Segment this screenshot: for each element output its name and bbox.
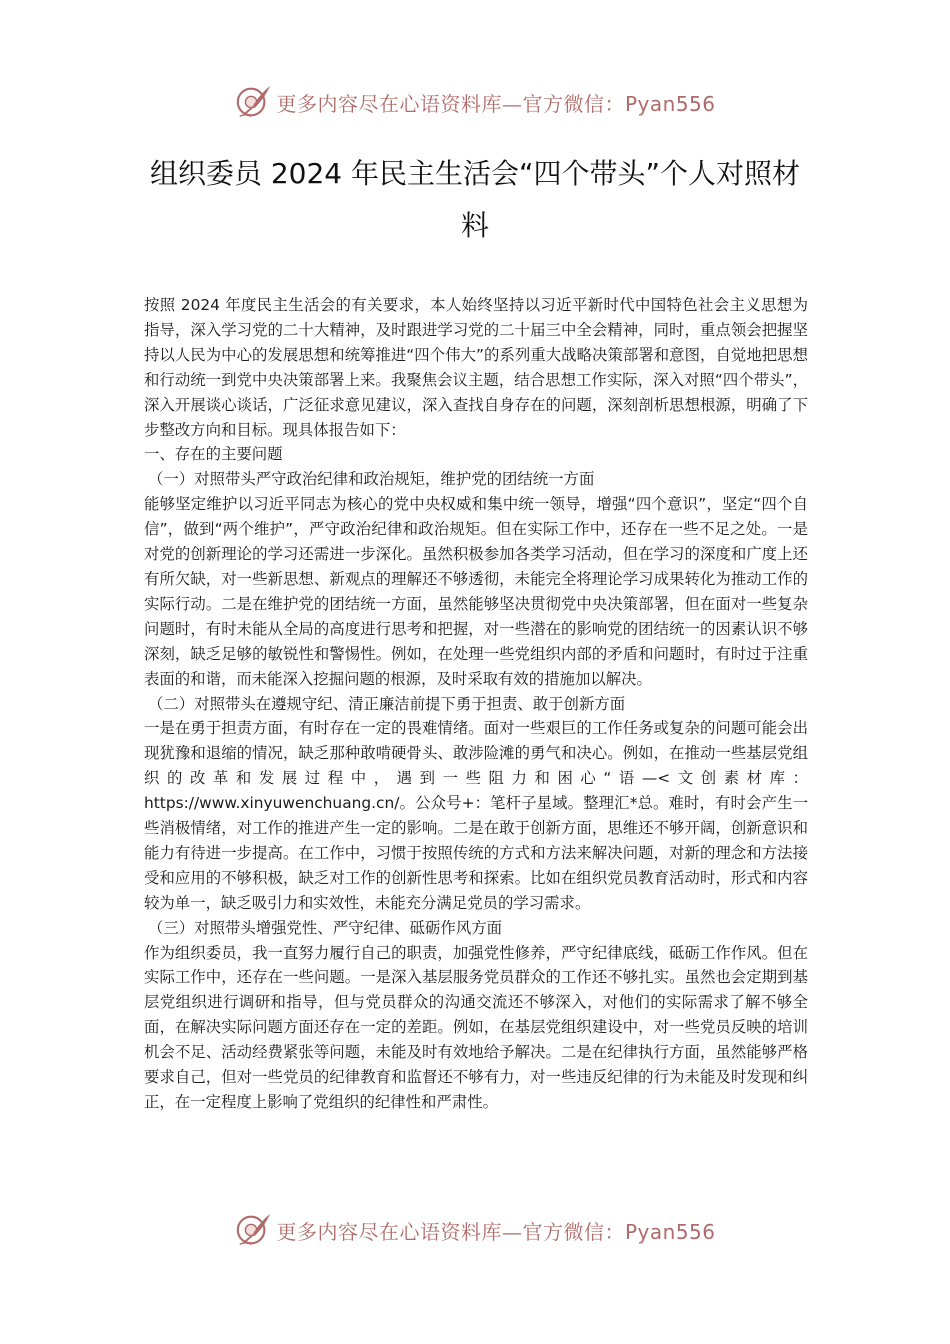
- quill-pen-logo-icon: [234, 1211, 272, 1249]
- watermark-text: 更多内容尽在心语资料库—官方微信：Pyan556: [276, 1219, 716, 1244]
- intro-paragraph: 按照 2024 年度民主生活会的有关要求，本人始终坚持以习近平新时代中国特色社会主义思想为指导，深入学习党的二十大精神，及时跟进学习党的二十届三中全会精神，同时，重点领会把握坚持以人民为中心的发展思想和统筹推进“四个伟大”的系列重大战略决策部署和意图，自觉地把思想和行动统一到党中央决策部署上来。我聚焦会议主题，结合思想工作实际，深入对照“四个带头”，深入开展谈心谈话，广泛征求意见建议，深入查找自身存在的问题，深刻剖析思想根源，明确了下步整改方向和目标。现具体报告如下：: [144, 296, 808, 439]
- wechat-id: Pyan556: [624, 91, 716, 116]
- section-heading: 一、存在的主要问题: [144, 445, 283, 464]
- footer-watermark-banner: [0, 1210, 950, 1250]
- subsection-heading-1: （一）对照带头严守政治纪律和政治规矩，维护党的团结统一方面: [148, 470, 595, 489]
- subsection-heading-2: （二）对照带头在遵规守纪、清正廉洁前提下勇于担责、敢于创新方面: [148, 694, 626, 713]
- subsection-body-3: 作为组织委员，我一直努力履行自己的职责，加强党性修养，严守纪律底线，砥砺工作作风。但在实际工作中，还存在一些问题。一是深入基层服务党员群众的工作还不够扎实。虽然也会定期到基层党组织进行调研和指导，但与党员群众的沟通交流还不够深入，对他们的实际需求了解不够全面，在解决实际问题方面还存在一定的差距。例如，在基层党组织建设中，对一些党员反映的培训机会不足、活动经费紧张等问题，未能及时有效地给予解决。二是在纪律执行方面，虽然能够严格要求自己，但对一些党员的纪律教育和监督还不够有力，对一些违反纪律的行为未能及时发现和纠正，在一定程度上影响了党组织的纪律性和严肃性。: [144, 943, 808, 1111]
- document-title: 组织委员 2024 年民主生活会“四个带头”个人对照材料: [149, 157, 801, 242]
- wechat-id: Pyan556: [624, 1219, 716, 1244]
- header-watermark-banner: [0, 82, 950, 122]
- subsection-body-1: 能够坚定维护以习近平同志为核心的党中央权威和集中统一领导，增强“四个意识”，坚定“四个自信”，做到“两个维护”，严守政治纪律和政治规矩。但在实际工作中，还存在一些不足之处。一是对党的创新理论的学习还需进一步深化。虽然积极参加各类学习活动，但在学习的深度和广度上还有所欠缺，对一些新思想、新观点的理解还不够透彻，未能完全将理论学习成果转化为推动工作的实际行动。二是在维护党的团结统一方面，虽然能够坚决贯彻党中央决策部署，但在面对一些复杂问题时，有时未能从全局的高度进行思考和把握，对一些潜在的影响党的团结统一的因素认识不够深刻，缺乏足够的敏锐性和警惕性。例如，在处理一些党组织内部的矛盾和问题时，有时过于注重表面的和谐，而未能深入挖掘问题的根源，及时采取有效的措施加以解决。: [144, 495, 808, 688]
- document-body: [144, 293, 808, 1115]
- subsection-heading-3: （三）对照带头增强党性、严守纪律、砥砺作风方面: [148, 918, 502, 937]
- watermark-text: 更多内容尽在心语资料库—官方微信：Pyan556: [276, 91, 716, 116]
- subsection-body-2: 一是在勇于担责方面，有时存在一定的畏难情绪。面对一些艰巨的工作任务或复杂的问题可能会出现犹豫和退缩的情况，缺乏那种敢啃硬骨头、敢涉险滩的勇气和决心。例如，在推动一些基层党组织的改革和发展过程中，遇到一些阻力和困心“语—<文创素材库：https://www.xinyuwenchuang.cn/。公众号+：笔杆子星域。整理汇*总。难时，有时会产生一些消极情绪，对工作的推进产生一定的影响。二是在敢于创新方面，思维还不够开阔，创新意识和能力有待进一步提高。在工作中，习惯于按照传统的方式和方法来解决问题，对新的理念和方法接受和应用的不够积极，缺乏对工作的创新性思考和探索。比如在组织党员教育活动时，形式和内容较为单一，缺乏吸引力和实效性，未能充分满足党员的学习需求。: [144, 719, 808, 912]
- quill-pen-logo-icon: [234, 83, 272, 121]
